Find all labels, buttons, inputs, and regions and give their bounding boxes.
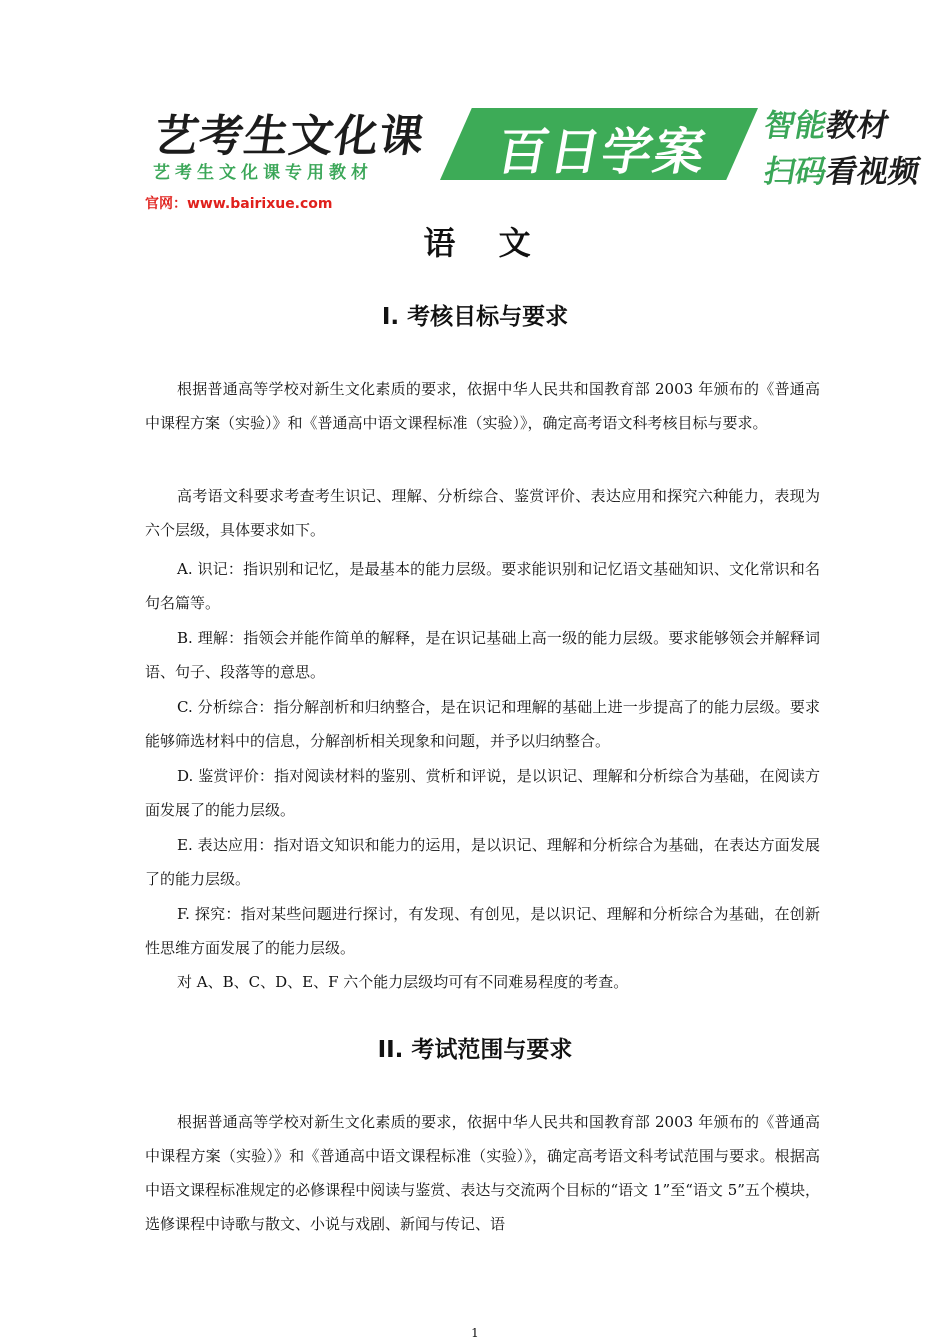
slogan-2-dark: 看视频: [823, 154, 923, 190]
paragraph: C. 分析综合：指分解剖析和归纳整合，是在识记和理解的基础上进一步提高了的能力层级。要求能够筛选材料中的信息，分解剖析相关现象和问题，并予以归纳整合。: [145, 698, 820, 750]
paragraph: D. 鉴赏评价：指对阅读材料的鉴别、赏析和评说，是以识记、理解和分析综合为基础，在阅读方面发展了的能力层级。: [145, 767, 820, 819]
paragraph: 对 A、B、C、D、E、F 六个能力层级均可有不同难易程度的考查。: [177, 973, 629, 991]
paragraph: 根据普通高等学校对新生文化素质的要求，依据中华人民共和国教育部 2003 年颁布的《普通高中课程方案（实验）》和《普通高中语文课程标准（实验）》，确定高考语文科考试范围与要求。根据高中语文课程标准规定的必修课程中阅读与鉴赏、表达与交流两个目标的“语文 1”至“语文 5”五个模块，选修课程中诗歌与散文、小说与戏剧、新闻与传记、语: [145, 1113, 820, 1233]
paragraph: F. 探究：指对某些问题进行探讨，有发现、有创见，是以识记、理解和分析综合为基础，在创新性思维方面发展了的能力层级。: [145, 905, 820, 957]
paragraph: 根据普通高等学校对新生文化素质的要求，依据中华人民共和国教育部 2003 年颁布的《普通高中课程方案（实验）》和《普通高中语文课程标准（实验）》，确定高考语文科考核目标与要求。: [145, 380, 820, 432]
slogan-2-green: 扫码: [761, 154, 830, 190]
paragraph: B. 理解：指领会并能作简单的解释，是在识记基础上高一级的能力层级。要求能够领会并解释词语、句子、段落等的意思。: [145, 629, 820, 681]
paragraph: E. 表达应用：指对语文知识和能力的运用，是以识记、理解和分析综合为基础，在表达方面发展了的能力层级。: [145, 836, 820, 888]
brand-subtitle: 艺考生文化课专用教材: [153, 163, 373, 183]
section-title-2: II. 考试范围与要求: [377, 1037, 573, 1063]
slogan-line-2: [761, 146, 924, 191]
slogan-line-1: [761, 100, 893, 145]
paragraph: A. 识记：指识别和记忆，是最基本的能力层级。要求能识别和记忆语文基础知识、文化常识和名句名篇等。: [145, 560, 820, 612]
slogan-1-green: 智能: [761, 108, 830, 144]
website-link[interactable]: 官网：www.bairixue.com: [145, 196, 333, 212]
section-title-1: I. 考核目标与要求: [381, 304, 569, 330]
paragraph: 高考语文科要求考查考生识记、理解、分析综合、鉴赏评价、表达应用和探究六种能力，表现为六个层级，具体要求如下。: [145, 487, 820, 539]
brand-title: 艺考生文化课: [150, 111, 428, 162]
header-banner: [145, 100, 935, 192]
program-name: 百日学案: [493, 123, 712, 181]
document-title: 语 文: [423, 224, 547, 262]
page-number: 1: [471, 1326, 479, 1340]
slogan-1-dark: 教材: [823, 108, 892, 144]
